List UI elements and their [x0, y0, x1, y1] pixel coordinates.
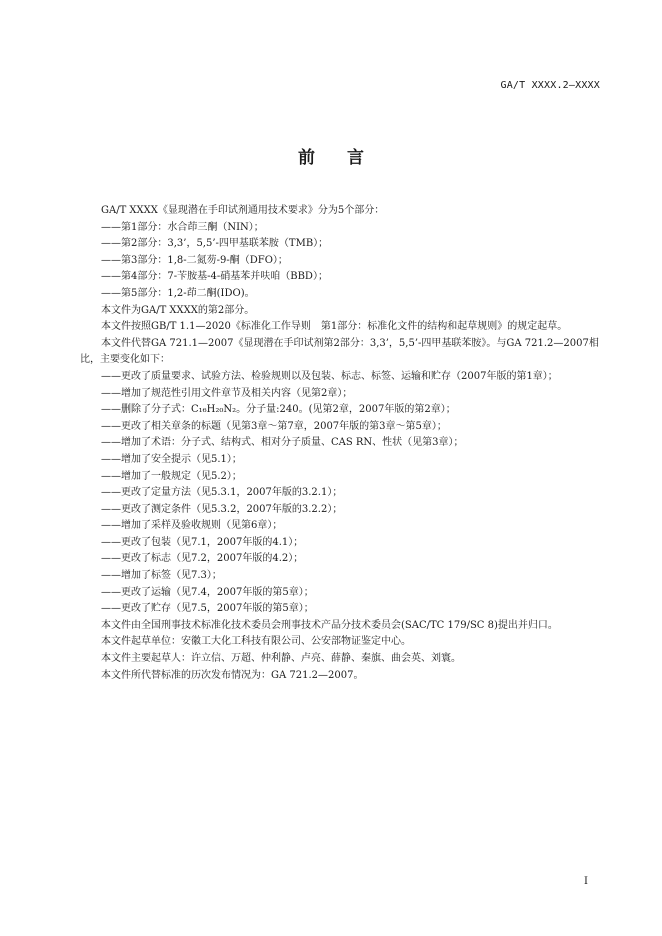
change-list-item: ——增加了采样及验收规则（见第6章）；: [101, 520, 283, 532]
part-list-item: ——第4部分：7-苄胺基-4-硝基苯并呋咱（BBD）；: [101, 271, 328, 283]
page-title: 前言: [298, 148, 396, 168]
intro-paragraph: GA/T XXXX《显现潜在手印试剂通用技术要求》分为5个部分：: [101, 205, 385, 216]
change-list-item: ——增加了安全提示（见5.1）；: [101, 453, 242, 465]
body-paragraph: 本文件起草单位：安徽工大化工科技有限公司、公安部物证鉴定中心。: [101, 636, 411, 648]
foreword-body: [80, 203, 600, 684]
change-list-item: ——更改了定量方法（见5.3.1，2007年版的3.2.1）；: [101, 487, 343, 499]
body-paragraph: 本文件所代替标准的历次发布情况为：GA 721.2—2007。: [101, 669, 364, 681]
body-paragraph: 本文件代替GA 721.1—2007《显现潜在手印试剂第2部分：3,3’，5,5’-四甲基联苯胺》。与GA 721.2—2007相比，主要变化如下：: [80, 337, 599, 366]
change-list-item: ——增加了规范性引用文件章节及相关内容（见第2章）；: [101, 387, 353, 399]
body-paragraph: 本文件主要起草人：许立信、万超、仲利静、卢亮、薛静、秦旗、曲会英、刘寰。: [101, 653, 461, 665]
body-paragraph: 本文件由全国刑事技术标准化技术委员会刑事技术产品分技术委员会(SAC/TC 179/SC 8)提出并归口。: [101, 619, 558, 631]
body-paragraph: 本文件为GA/T XXXX的第2部分。: [101, 304, 255, 316]
change-list-item: ——删除了分子式：C₁₆H₂₀N₂。分子量:240。(见第2章，2007年版的第2章）；: [101, 404, 456, 416]
change-list-item: ——更改了测定条件（见5.3.2，2007年版的3.2.2）；: [101, 503, 343, 515]
part-list-item: ——第2部分：3,3’，5,5’-四甲基联苯胺（TMB）；: [101, 238, 329, 250]
part-list-item: ——第1部分：水合茚三酮（NIN）；: [101, 221, 264, 233]
part-list-item: ——第5部分：1,2-茚二酮(IDO)。: [101, 287, 255, 299]
change-list-item: ——更改了相关章条的标题（见第3章～第7章，2007年版的第3章～第5章）；: [101, 420, 447, 432]
change-list-item: ——增加了一般规定（见5.2）；: [101, 470, 242, 482]
change-list-item: ——更改了运输（见7.4，2007年版的第5章）；: [101, 586, 314, 598]
change-list-item: ——增加了标签（见7.3）；: [101, 570, 222, 582]
change-list-item: ——增加了术语：分子式、结构式、相对分子质量、CAS RN、性状（见第3章）；: [101, 437, 464, 449]
document-code-header: GA/T XXXX.2—XXXX: [500, 80, 600, 91]
part-list-item: ——第3部分：1,8-二氮芴-9-酮（DFO）；: [101, 254, 288, 266]
page-number: I: [584, 876, 588, 887]
change-list-item: ——更改了质量要求、试验方法、检验规则以及包装、标志、标签、运输和贮存（2007年版的第1章）；: [101, 370, 558, 382]
change-list-item: ——更改了包装（见7.1，2007年版的4.1）；: [101, 536, 304, 548]
change-list-item: ——更改了贮存（见7.5，2007年版的第5章）；: [101, 603, 314, 615]
body-paragraph: 本文件按照GB/T 1.1—2020《标准化工作导则 第1部分：标准化文件的结构和起草规则》的规定起草。: [101, 321, 568, 333]
change-list-item: ——更改了标志（见7.2，2007年版的4.2）；: [101, 553, 304, 565]
